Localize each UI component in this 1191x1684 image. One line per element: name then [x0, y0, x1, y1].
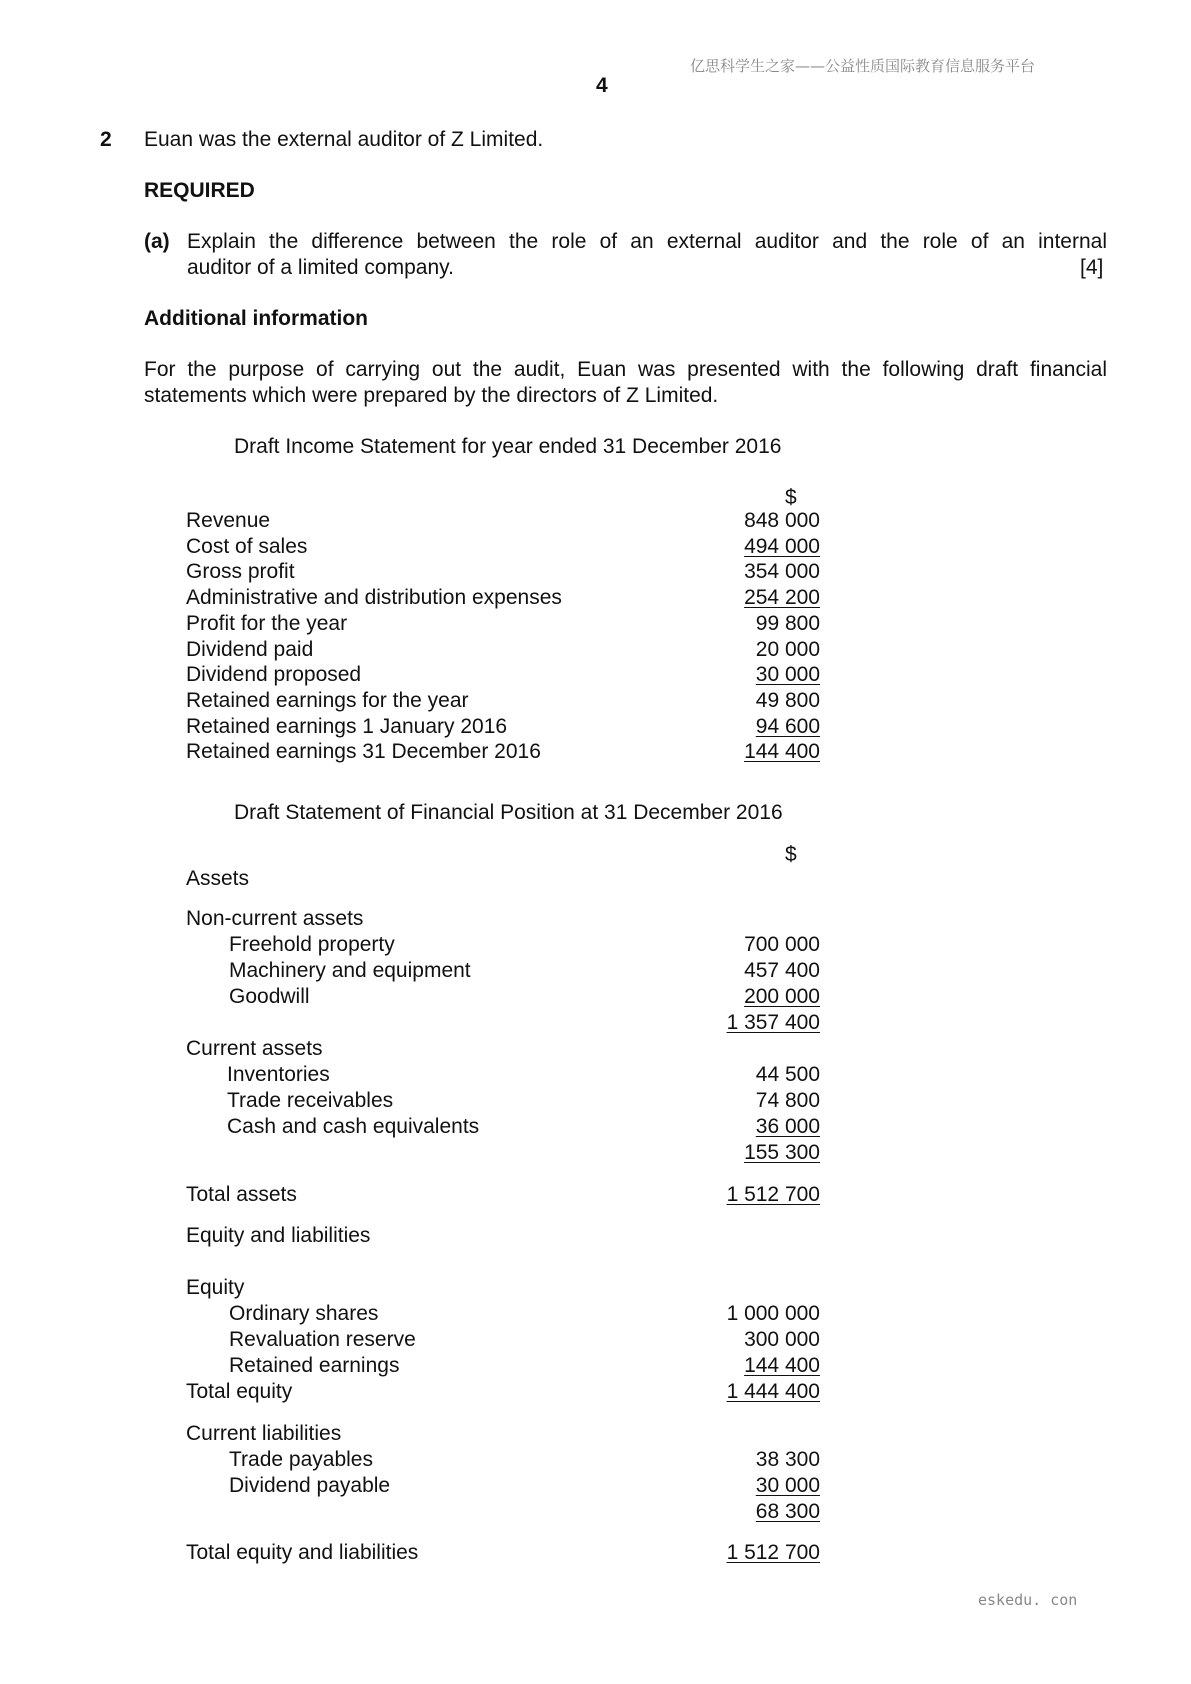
non-current-item [0, 958, 820, 984]
non-current-item-value: 700 000 [744, 933, 820, 956]
current-item-value: 44 500 [755, 1063, 820, 1086]
equity-item-label: Revaluation reserve [229, 1328, 416, 1351]
income-row [0, 739, 820, 765]
total-assets [0, 1182, 820, 1208]
income-row-value: 494 000 [744, 534, 820, 558]
current-liability-item [0, 1447, 820, 1473]
total-equity-value: 1 444 400 [726, 1380, 820, 1403]
current-liabilities-heading-label: Current liabilities [186, 1422, 342, 1445]
sofp-title: Draft Statement of Financial Position at 31 December 2016 [234, 801, 783, 824]
additional-line-1: For the purpose of carrying out the audit, Euan was presented with the following draft financial [144, 358, 1107, 381]
income-row [0, 534, 820, 560]
total-equity-label: Total equity [186, 1380, 293, 1403]
equity-heading [0, 1275, 820, 1301]
income-row-value: 94 600 [755, 714, 820, 738]
income-statement-title: Draft Income Statement for year ended 31 December 2016 [234, 435, 782, 458]
income-row-value: 354 000 [744, 560, 820, 584]
non-current-heading-label: Non-current assets [186, 907, 364, 930]
income-row-value: 144 400 [744, 740, 820, 764]
income-row-label: Retained earnings for the year [186, 688, 469, 712]
income-row-value: 848 000 [744, 509, 820, 532]
total-assets-label: Total assets [186, 1183, 297, 1206]
non-current-item-label: Machinery and equipment [229, 959, 471, 982]
current-liability-item-value: 30 000 [755, 1474, 820, 1497]
current-liability-item-value: 38 300 [755, 1448, 820, 1471]
current-total [0, 1140, 820, 1166]
income-row-label: Administrative and distribution expenses [186, 586, 562, 610]
current-liability-item-label: Dividend payable [229, 1474, 391, 1497]
current-liabilities-heading [0, 1421, 820, 1447]
additional-heading: Additional information [144, 307, 368, 330]
non-current-heading [0, 906, 820, 932]
current-liability-item-label: Trade payables [229, 1448, 373, 1471]
current-item-label: Trade receivables [227, 1089, 394, 1112]
non-current-item-label: Goodwill [229, 985, 310, 1008]
current-item [0, 1114, 820, 1140]
additional-line-2: statements which were prepared by the directors of Z Limited. [144, 384, 719, 407]
non-current-item-value: 457 400 [744, 959, 820, 982]
current-total-value: 155 300 [744, 1141, 820, 1164]
part-a-line-1: Explain the difference between the role of an external auditor and the role of an internal [187, 230, 1107, 253]
non-current-item [0, 932, 820, 958]
income-row-label: Cost of sales [186, 534, 308, 558]
income-row-label: Dividend proposed [186, 663, 362, 687]
equity-item-label: Retained earnings [229, 1354, 400, 1377]
current-item-label: Cash and cash equivalents [227, 1115, 480, 1138]
income-row-label: Retained earnings 1 January 2016 [186, 714, 508, 738]
current-item-value: 74 800 [755, 1089, 820, 1112]
question-number: 2 [100, 128, 112, 151]
equity-item-label: Ordinary shares [229, 1302, 379, 1325]
equity-item [0, 1327, 820, 1353]
income-row-label: Dividend paid [186, 637, 314, 661]
non-current-total [0, 1010, 820, 1036]
income-row [0, 688, 820, 714]
equity-item-value: 300 000 [744, 1328, 820, 1351]
income-row-label: Revenue [186, 509, 271, 532]
income-row-label: Profit for the year [186, 611, 348, 635]
income-row [0, 637, 820, 663]
non-current-item-label: Freehold property [229, 933, 395, 956]
income-row [0, 508, 820, 534]
required-heading: REQUIRED [144, 179, 255, 202]
current-item-label: Inventories [227, 1063, 330, 1086]
equity-item [0, 1353, 820, 1379]
non-current-total-value: 1 357 400 [726, 1011, 820, 1034]
non-current-item-value: 200 000 [744, 985, 820, 1008]
equity-liabilities-heading-label: Equity and liabilities [186, 1224, 371, 1247]
income-row [0, 662, 820, 688]
current-liability-item [0, 1473, 820, 1499]
equity-heading-label: Equity [186, 1276, 245, 1299]
income-row-value: 254 200 [744, 586, 820, 610]
current-item [0, 1062, 820, 1088]
page-number: 4 [596, 74, 608, 97]
income-row [0, 585, 820, 611]
part-a-marks: [4] [1080, 256, 1104, 279]
equity-item-value: 144 400 [744, 1354, 820, 1377]
part-a-label: (a) [144, 230, 170, 253]
question-intro: Euan was the external auditor of Z Limited. [144, 128, 544, 151]
income-row-value: 20 000 [755, 637, 820, 661]
income-currency: $ [785, 486, 797, 509]
equity-item [0, 1301, 820, 1327]
assets-heading-label: Assets [186, 867, 250, 890]
equity-item-value: 1 000 000 [726, 1302, 820, 1325]
income-row-label: Gross profit [186, 560, 295, 584]
watermark-top: 亿思科学生之家——公益性质国际教育信息服务平台 [690, 57, 1036, 75]
current-liabilities-total [0, 1499, 820, 1525]
income-row [0, 559, 820, 585]
income-row-label: Retained earnings 31 December 2016 [186, 740, 541, 764]
income-row [0, 611, 820, 637]
current-heading [0, 1036, 820, 1062]
current-item [0, 1088, 820, 1114]
assets-heading [0, 866, 820, 892]
equity-liabilities-heading [0, 1223, 820, 1249]
current-liabilities-total-value: 68 300 [755, 1500, 820, 1523]
total-equity-and-liabilities [0, 1540, 820, 1566]
part-a-line-2: auditor of a limited company. [187, 256, 454, 279]
income-row [0, 714, 820, 740]
income-row-value: 30 000 [755, 663, 820, 687]
watermark-bottom: eskedu. con [978, 1591, 1078, 1609]
total-equity-and-liabilities-value: 1 512 700 [726, 1541, 820, 1564]
sofp-currency: $ [785, 843, 797, 866]
non-current-item [0, 984, 820, 1010]
total-equity-and-liabilities-label: Total equity and liabilities [186, 1541, 419, 1564]
total-equity [0, 1379, 820, 1405]
current-item-value: 36 000 [755, 1115, 820, 1138]
income-row-value: 99 800 [755, 611, 820, 635]
current-heading-label: Current assets [186, 1037, 323, 1060]
income-row-value: 49 800 [755, 688, 820, 712]
total-assets-value: 1 512 700 [726, 1183, 820, 1206]
